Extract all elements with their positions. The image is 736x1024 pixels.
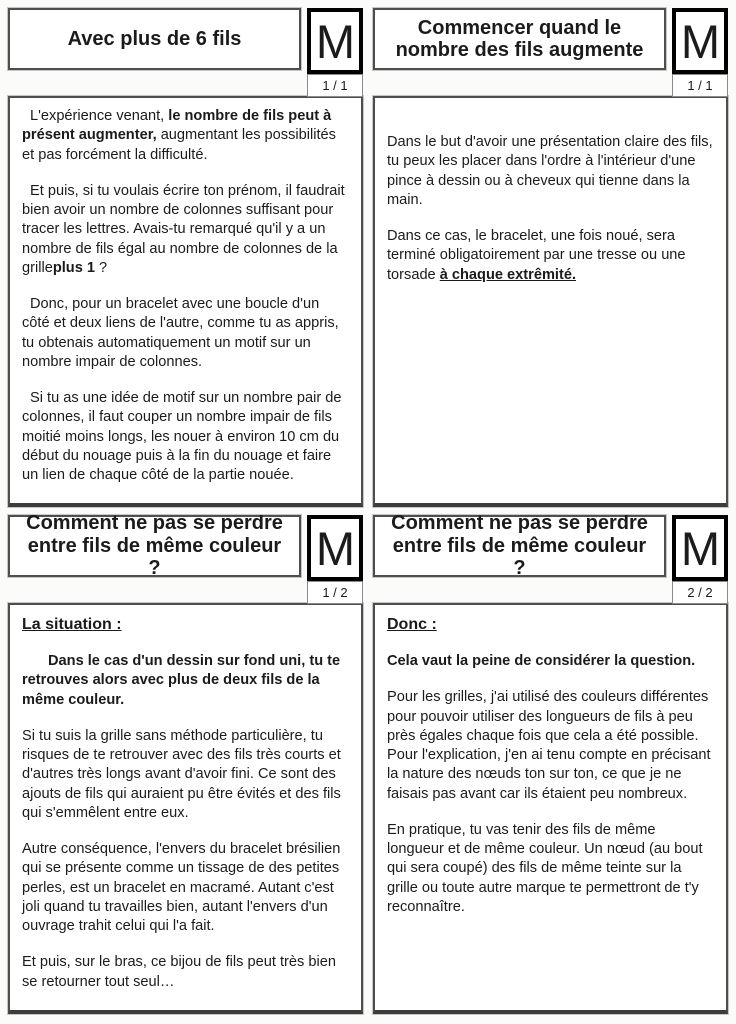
card-avec-plus-de-6-fils bbox=[8, 8, 363, 507]
page-indicator: 2 / 2 bbox=[672, 581, 728, 604]
text-run: le nombre de fils peut à présent augmenter, bbox=[22, 108, 332, 144]
text-run: Si tu as une idée de motif sur un nombre pair de colonnes, il faut couper un nombre impair de fils moitié moins longs, les nouer à environ 10 cm du début du nouage puis à la fin du nouage et faire un lien de chaque côté de la partie nouée. bbox=[22, 390, 342, 483]
card-body bbox=[373, 96, 728, 507]
text-run: La situation : bbox=[22, 616, 122, 633]
section-heading bbox=[387, 614, 714, 635]
card-body bbox=[373, 603, 728, 1014]
m-logo: M bbox=[672, 8, 728, 74]
card-title: Commencer quand le nombre des fils augmente bbox=[373, 8, 666, 70]
m-logo: M bbox=[307, 515, 363, 581]
text-run: Donc : bbox=[387, 616, 437, 633]
text-run: En pratique, tu vas tenir des fils de même longueur et de même couleur. Un nœud (au bout qui sera coupé) des fils de même teinte sur la grille ou toute autre marque te permettront de t'y reconnaître. bbox=[387, 821, 703, 915]
card-title: Comment ne pas se perdre entre fils de même couleur ? bbox=[8, 515, 301, 577]
text-run: Autre conséquence, l'envers du bracelet brésilien qui se présente comme un tissage de des petites perles, est un bracelet en macramé. Autant c'est joli quand tu travailles bien, autant l'envers d'un ouvrage trahit celui qui l'a fait. bbox=[22, 841, 341, 935]
text-run: Dans le but d'avoir une présentation claire des fils, tu peux les placer dans l'ordre à l'intérieur d'une pince à dessin ou à cheveux qui tienne dans la main. bbox=[387, 134, 713, 208]
m-logo: M bbox=[672, 515, 728, 581]
text-run: augmentant les possibilités et pas forcément la difficulté. bbox=[22, 127, 336, 163]
text-run: ? bbox=[95, 259, 108, 276]
paragraph bbox=[22, 652, 349, 710]
text-run: Cela vaut la peine de considérer la question. bbox=[387, 653, 696, 670]
text-run: Et puis, sur le bras, ce bijou de fils peut très bien se retourner tout seul… bbox=[22, 954, 336, 990]
text-run: plus 1 bbox=[52, 259, 95, 276]
paragraph bbox=[22, 295, 349, 372]
text-run: L'expérience venant, bbox=[30, 108, 169, 124]
paragraph bbox=[22, 389, 349, 485]
card-header bbox=[8, 512, 363, 581]
card-commencer-quand-le-nombre-augmente bbox=[373, 8, 728, 507]
card-title: Avec plus de 6 fils bbox=[8, 8, 301, 70]
paragraph bbox=[22, 107, 349, 165]
section-heading bbox=[22, 614, 349, 635]
page-indicator: 1 / 1 bbox=[307, 74, 363, 97]
paragraph bbox=[387, 652, 714, 671]
paragraph bbox=[387, 746, 714, 804]
page-indicator: 1 / 1 bbox=[672, 74, 728, 97]
text-run: Et puis, si tu voulais écrire ton prénom, il faudrait bien avoir un nombre de colonnes suffisant pour tracer les lettres. Avais-tu remarqué qu'il y a un nombre de fils égal au nombre de colonnes de la grille bbox=[22, 182, 345, 276]
paragraph bbox=[387, 821, 714, 917]
text-run: à chaque extrêmité. bbox=[439, 266, 577, 283]
card-header bbox=[373, 8, 728, 74]
card-ne-pas-se-perdre-page-1 bbox=[8, 512, 363, 1014]
card-body bbox=[8, 96, 363, 507]
card-title: Comment ne pas se perdre entre fils de même couleur ? bbox=[373, 515, 666, 577]
text-run: Si tu suis la grille sans méthode particulière, tu risques de te retrouver avec des fils très courts et d'autres très longs avant d'avoir fini. Ce sont des ajouts de fils qui auraient pu être évités et des fils qui s'emmêlent entre eux. bbox=[22, 727, 341, 821]
paragraph bbox=[387, 133, 714, 210]
paragraph bbox=[22, 840, 349, 936]
text-run: Donc, pour un bracelet avec une boucle d'un côté et deux liens de l'autre, comme tu as appris, tu obtenais automatiquement un motif sur un nombre impair de colonnes. bbox=[22, 296, 339, 370]
text-run: Pour l'explication, j'en ai tenu compte en précisant la nature des nœuds ton sur ton, ce que je ne faisais pas avant car ils étaient peu nombreux. bbox=[387, 747, 711, 802]
m-logo: M bbox=[307, 8, 363, 74]
paragraph bbox=[387, 227, 714, 285]
card-header bbox=[373, 512, 728, 581]
paragraph bbox=[387, 688, 714, 746]
paragraph bbox=[22, 727, 349, 823]
paragraph bbox=[22, 953, 349, 992]
card-ne-pas-se-perdre-page-2 bbox=[373, 512, 728, 1014]
card-header bbox=[8, 8, 363, 74]
page-indicator: 1 / 2 bbox=[307, 581, 363, 604]
text-run: Dans ce cas, le bracelet, une fois noué, sera terminé obligatoirement par une tresse ou une torsade bbox=[387, 228, 686, 283]
text-run: Dans le cas d'un dessin sur fond uni, tu te retrouves alors avec plus de deux fils de la même couleur. bbox=[22, 653, 341, 708]
card-body bbox=[8, 603, 363, 1014]
text-run: Pour les grilles, j'ai utilisé des couleurs différentes pour pouvoir utiliser des longueurs de fils à peu près égales chaque fois que cela a été possible. bbox=[387, 689, 709, 744]
paragraph bbox=[22, 182, 349, 278]
